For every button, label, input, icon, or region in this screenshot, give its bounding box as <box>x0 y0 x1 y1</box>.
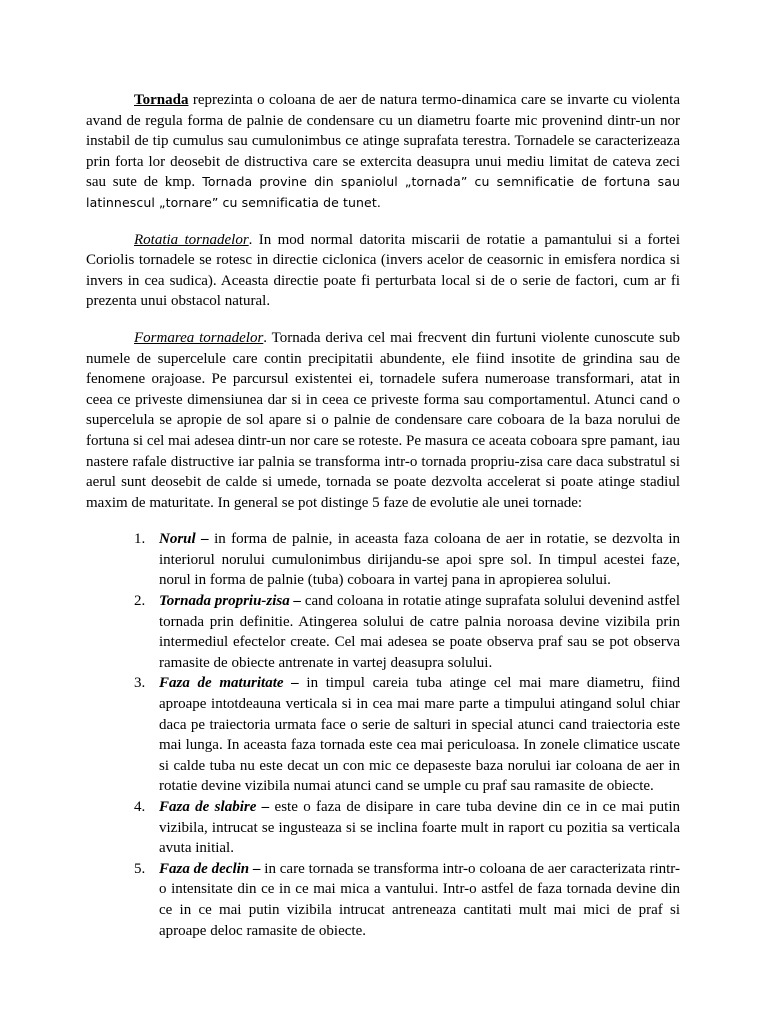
intro-lead-word: Tornada <box>134 92 189 108</box>
phase-term: Faza de maturitate – <box>159 675 299 692</box>
phase-item-4 <box>86 797 680 859</box>
phase-number: 3. <box>134 675 146 692</box>
formation-heading: Formarea tornadelor <box>134 329 264 346</box>
phase-number: 1. <box>134 531 146 548</box>
phase-term: Tornada propriu-zisa – <box>159 593 302 610</box>
formation-text: . Tornada deriva cel mai frecvent din furtuni violente cunoscute sub numele de supercelule care contin precipitatii abundente, ele fiind insotite de grindina sau de fenomene orajoase. Pe parcursul existentei ei, tornadele sufera numeroase transformari, atat in ceea ce priveste dimensiunea dar si in ceea ce priveste forma sau comportamentul. Atunci cand o supercelula se apropie de sol apare si o palnie de condensare care coboara de la baza norului de fortuna si cel mai adesea dintr-un nor care se roteste. Pe masura ce aceata coboara spre pamant, iau nastere rafale distructive iar palnia se transforma intr-o tornada propriu-zisa care daca substratul si aerul sunt deosebit de calde si umede, tornada se poate dezvolta accelerat si poate atinge stadiul maxim de maturitate. In general se pot distinge 5 faze de evolutie ale unei tornade: <box>86 329 681 511</box>
document-page <box>86 90 680 941</box>
phase-number: 5. <box>134 860 146 877</box>
intro-text: reprezinta o coloana de aer de natura termo-dinamica care se invarte cu violenta avand de regula forma de palnie de condensare cu un diametru foarte mic provenind dintr-un nor instabil de tip cumulus sau cumulonimbus ce atinge suprafata terestra. Tornadele se caracterizeaza prin forta lor deosebit de distructiva care se extercita deasupra unui mediu limitat de cateva zeci sau sute de kmp. <box>86 92 680 191</box>
phase-term: Norul – <box>159 531 209 548</box>
intro-etymology-text: Tornada provine din spaniolul „tornada” cu semnificatie de fortuna sau latinnescul „tornare” cu semnificatia de tunet. <box>86 174 681 210</box>
phase-text: in timpul careia tuba atinge cel mai mare diametru, fiind aproape intotdeauna verticala si in cea mai mare parte a timpului atingand solul chiar daca pe traiectoria urmata face o serie de salturi in special atunci cand traiectoria este mai lunga. In aceasta faza tornada este cea mai periculoasa. In zonele climatice uscate si calde tuba nu este decat un con mic ce depaseste baza norului iar coloana de aer in rotatie devine vizibila numai atunci cand se umple cu praf sau ramasite de obiecte. <box>159 675 681 795</box>
phase-text: este o faza de disipare in care tuba devine din ce in ce mai putin vizibila, intrucat se ingusteaza si se inclina foarte mult in raport cu pozitia sa verticala avuta initial. <box>159 799 680 857</box>
phase-item-5 <box>86 859 680 941</box>
rotation-paragraph <box>86 230 680 312</box>
formation-paragraph <box>86 328 680 513</box>
phase-text: cand coloana in rotatie atinge suprafata solului devenind astfel tornada prin definitie. Atingerea solului de catre palnia noroasa devine vizibila prin intermediul efectelor create. Cel mai adesea se poate observa praf sau se pot observa ramasite de obiecte antrenate in vartej deasupra solului. <box>159 593 680 671</box>
rotation-text: . In mod normal datorita miscarii de rotatie a pamantului si a fortei Coriolis tornadele se rotesc in directie ciclonica (invers acelor de ceasornic in emisfera nordica si invers in cea sudica). Aceasta directie poate fi perturbata local si de o serie de factori, cum ar fi prezenta unui obstacol natural. <box>86 231 680 310</box>
phase-item-3 <box>86 673 680 797</box>
intro-paragraph <box>86 90 680 214</box>
rotation-heading: Rotatia tornadelor <box>134 231 249 248</box>
phase-term: Faza de declin – <box>159 860 261 877</box>
phase-text: in care tornada se transforma intr-o coloana de aer caracterizata rintr-o intensitate din ce in ce mai mica a vantului. Intr-o astfel de faza tornada devine din ce in ce mai putin vizibila intrucat antreneaza cantitati mult mai mici de praf si aproape deloc ramasite de obiecte. <box>159 860 680 939</box>
phase-item-1 <box>86 529 680 591</box>
phase-number: 4. <box>134 799 146 815</box>
phase-number: 2. <box>134 593 146 610</box>
phase-item-2 <box>86 591 680 673</box>
phase-term: Faza de slabire – <box>159 799 270 815</box>
phase-text: in forma de palnie, in aceasta faza coloana de aer in rotatie, se dezvolta in interiorul norului cumulonimbus dirijandu-se apoi spre sol. In timpul acestei faze, norul in forma de palnie (tuba) coboara in vartej pana in apropierea solului. <box>159 531 680 589</box>
phases-list <box>86 529 680 941</box>
